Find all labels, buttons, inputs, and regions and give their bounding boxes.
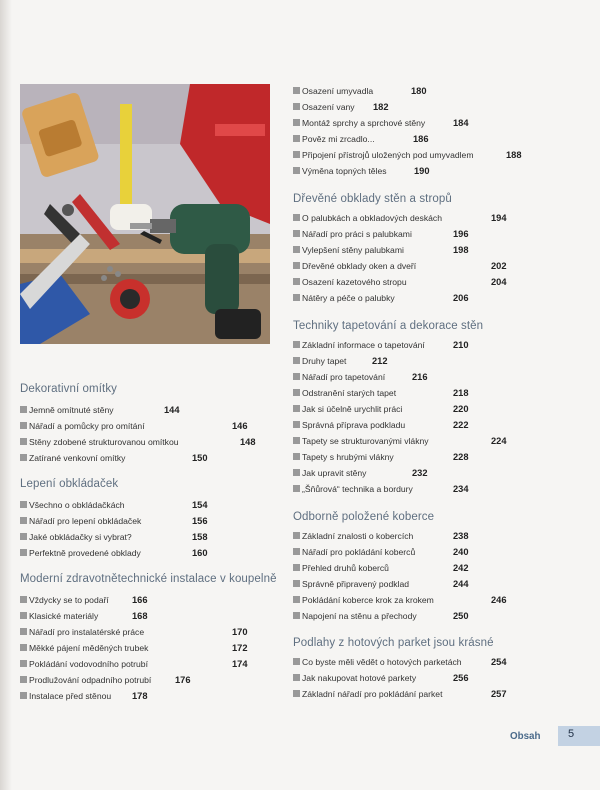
toc-entry-page: 212 xyxy=(372,356,388,366)
bullet-square-icon xyxy=(293,103,300,110)
bullet-square-icon xyxy=(293,580,300,587)
toc-entry-title: Nátěry a péče o palubky xyxy=(302,293,395,303)
bullet-square-icon xyxy=(20,676,27,683)
bullet-square-icon xyxy=(293,357,300,364)
toc-entry[interactable] xyxy=(20,674,320,687)
bullet-square-icon xyxy=(20,438,27,445)
bullet-square-icon xyxy=(293,135,300,142)
bullet-square-icon xyxy=(20,454,27,461)
toc-entry-title: Nářadí pro lepení obkládaček xyxy=(29,516,142,526)
toc-entry[interactable] xyxy=(20,420,320,433)
page-spine-shadow xyxy=(0,0,12,790)
toc-entry-page: 220 xyxy=(453,404,469,414)
bullet-square-icon xyxy=(293,262,300,269)
toc-entry[interactable] xyxy=(20,690,320,703)
toc-entry-title: Osazení kazetového stropu xyxy=(302,277,407,287)
toc-entry-page: 246 xyxy=(491,595,507,605)
toc-entry-title: Nářadí pro instalatérské práce xyxy=(29,627,145,637)
bullet-square-icon xyxy=(293,612,300,619)
section-title: Moderní zdravotnětechnické instalace v koupelně xyxy=(20,573,277,585)
toc-entry-title: Nářadí pro pokládání koberců xyxy=(302,547,416,557)
toc-entry-title: Základní informace o tapetování xyxy=(302,340,425,350)
bullet-square-icon xyxy=(293,87,300,94)
bullet-square-icon xyxy=(20,692,27,699)
bullet-square-icon xyxy=(293,119,300,126)
bullet-square-icon xyxy=(20,533,27,540)
toc-entry[interactable] xyxy=(293,594,593,607)
bullet-square-icon xyxy=(293,389,300,396)
toc-entry[interactable] xyxy=(293,260,593,273)
toc-entry-title: „Šňůrová“ technika a bordury xyxy=(302,484,413,494)
toc-entry-title: Osazení vany xyxy=(302,102,355,112)
bullet-square-icon xyxy=(293,548,300,555)
toc-entry-title: Základní nářadí pro pokládání parket xyxy=(302,689,443,699)
toc-entry-title: Vždycky se to podaří xyxy=(29,595,109,605)
toc-entry-title: Vylepšení stěny palubkami xyxy=(302,245,404,255)
bullet-square-icon xyxy=(20,660,27,667)
toc-entry-page: 194 xyxy=(491,213,507,223)
bullet-square-icon xyxy=(293,532,300,539)
toc-entry-title: Klasické materiály xyxy=(29,611,99,621)
toc-entry[interactable] xyxy=(20,404,320,417)
bullet-square-icon xyxy=(293,421,300,428)
toc-entry-title: Pokládání koberce krok za krokem xyxy=(302,595,434,605)
toc-entry[interactable] xyxy=(293,419,593,432)
toc-entry[interactable] xyxy=(293,562,593,575)
toc-entry-title: Nářadí pro tapetování xyxy=(302,372,386,382)
toc-entry-page: 257 xyxy=(491,689,507,699)
bullet-square-icon xyxy=(293,674,300,681)
toc-entry[interactable] xyxy=(293,688,593,701)
toc-entry-title: Napojení na stěnu a přechody xyxy=(302,611,417,621)
toc-entry-title: Perfektně provedené obklady xyxy=(29,548,141,558)
toc-entry-page: 170 xyxy=(232,627,248,637)
toc-entry-title: Nářadí a pomůcky pro omítání xyxy=(29,421,145,431)
toc-entry-page: 254 xyxy=(491,657,507,667)
toc-entry-page: 222 xyxy=(453,420,469,430)
bullet-square-icon xyxy=(293,564,300,571)
toc-entry[interactable] xyxy=(293,117,593,130)
toc-entry[interactable] xyxy=(293,133,593,146)
bullet-square-icon xyxy=(20,517,27,524)
toc-entry-page: 180 xyxy=(411,86,427,96)
toc-entry[interactable] xyxy=(293,451,593,464)
bullet-square-icon xyxy=(293,658,300,665)
bullet-square-icon xyxy=(20,406,27,413)
bullet-square-icon xyxy=(293,341,300,348)
toc-entry-page: 218 xyxy=(453,388,469,398)
toc-entry-page: 168 xyxy=(132,611,148,621)
toc-entry[interactable] xyxy=(20,594,320,607)
toc-entry[interactable] xyxy=(293,85,593,98)
toc-entry-title: Zatírané venkovní omítky xyxy=(29,453,126,463)
toc-entry[interactable] xyxy=(293,610,593,623)
toc-entry-title: Osazení umyvadla xyxy=(302,86,374,96)
toc-entry-title: Připojení přístrojů uložených pod umyvadlem xyxy=(302,150,474,160)
section-title: Dekorativní omítky xyxy=(20,383,118,395)
toc-entry-page: 210 xyxy=(453,340,469,350)
bullet-square-icon xyxy=(293,246,300,253)
toc-entry[interactable] xyxy=(20,610,320,623)
toc-entry[interactable] xyxy=(293,292,593,305)
toc-entry-page: 146 xyxy=(232,421,248,431)
toc-entry-title: Tapety se strukturovanými vlákny xyxy=(302,436,429,446)
toc-entry-page: 144 xyxy=(164,405,180,415)
toc-entry[interactable] xyxy=(293,355,593,368)
bullet-square-icon xyxy=(293,405,300,412)
footer-page-box xyxy=(558,726,600,746)
toc-entry[interactable] xyxy=(293,339,593,352)
bullet-square-icon xyxy=(20,644,27,651)
toc-entry-page: 150 xyxy=(192,453,208,463)
toc-entry-title: Jak nakupovat hotové parkety xyxy=(302,673,417,683)
toc-entry-title: Jak upravit stěny xyxy=(302,468,367,478)
toc-entry[interactable] xyxy=(293,530,593,543)
toc-entry-title: Prodlužování odpadního potrubí xyxy=(29,675,152,685)
toc-entry[interactable] xyxy=(293,403,593,416)
toc-entry[interactable] xyxy=(293,467,593,480)
bullet-square-icon xyxy=(293,453,300,460)
toc-entry-title: Nářadí pro práci s palubkami xyxy=(302,229,412,239)
toc-entry-page: 250 xyxy=(453,611,469,621)
toc-entry-title: Co byste měli vědět o hotových parketách xyxy=(302,657,462,667)
toc-entry[interactable] xyxy=(20,658,320,671)
section-title: Odborně položené koberce xyxy=(293,511,435,523)
toc-entry[interactable] xyxy=(20,499,320,512)
toc-entry-page: 178 xyxy=(132,691,148,701)
toc-entry-page: 148 xyxy=(240,437,256,447)
toc-entry[interactable] xyxy=(20,515,320,528)
toc-entry-page: 256 xyxy=(453,673,469,683)
section-title: Lepení obkládaček xyxy=(20,478,119,490)
toc-entry-page: 242 xyxy=(453,563,469,573)
bullet-square-icon xyxy=(293,437,300,444)
toc-entry-page: 244 xyxy=(453,579,469,589)
toc-entry[interactable] xyxy=(20,547,320,560)
toc-entry-page: 190 xyxy=(414,166,430,176)
toc-entry-page: 186 xyxy=(413,134,429,144)
toc-entry-page: 224 xyxy=(491,436,507,446)
tools-photo xyxy=(20,84,270,344)
toc-entry-title: Pověz mi zrcadlo... xyxy=(302,134,375,144)
toc-entry[interactable] xyxy=(293,672,593,685)
toc-entry[interactable] xyxy=(20,436,320,449)
toc-entry-title: Měkké pájení měděných trubek xyxy=(29,643,149,653)
bullet-square-icon xyxy=(20,549,27,556)
toc-entry-page: 182 xyxy=(373,102,389,112)
footer-label: Obsah xyxy=(510,731,541,742)
toc-entry-title: Správně připravený podklad xyxy=(302,579,410,589)
toc-entry[interactable] xyxy=(293,483,593,496)
bullet-square-icon xyxy=(293,230,300,237)
footer-page-number: 5 xyxy=(568,728,575,740)
toc-entry-page: 176 xyxy=(175,675,191,685)
toc-entry[interactable] xyxy=(20,626,320,639)
toc-entry[interactable] xyxy=(20,531,320,544)
toc-entry[interactable] xyxy=(20,452,320,465)
toc-entry-page: 216 xyxy=(412,372,428,382)
bullet-square-icon xyxy=(293,690,300,697)
toc-entry-page: 234 xyxy=(453,484,469,494)
toc-entry-page: 156 xyxy=(192,516,208,526)
bullet-square-icon xyxy=(20,422,27,429)
toc-entry-title: Pokládání vodovodního potrubí xyxy=(29,659,148,669)
bullet-square-icon xyxy=(20,596,27,603)
toc-entry-title: Odstranění starých tapet xyxy=(302,388,397,398)
bullet-square-icon xyxy=(293,151,300,158)
toc-entry-title: Výměna topných těles xyxy=(302,166,387,176)
toc-entry[interactable] xyxy=(20,642,320,655)
toc-entry-title: Dřevěné obklady oken a dveří xyxy=(302,261,417,271)
toc-entry-title: Základní znalosti o kobercích xyxy=(302,531,414,541)
bullet-square-icon xyxy=(293,294,300,301)
toc-entry-title: Tapety s hrubými vlákny xyxy=(302,452,394,462)
toc-entry-page: 240 xyxy=(453,547,469,557)
toc-entry-title: Všechno o obkládačkách xyxy=(29,500,125,510)
toc-entry-page: 198 xyxy=(453,245,469,255)
toc-entry-page: 174 xyxy=(232,659,248,669)
bullet-square-icon xyxy=(293,214,300,221)
toc-entry[interactable] xyxy=(293,212,593,225)
toc-entry[interactable] xyxy=(293,149,593,162)
bullet-square-icon xyxy=(293,469,300,476)
toc-entry-page: 238 xyxy=(453,531,469,541)
toc-entry-title: Správná příprava podkladu xyxy=(302,420,406,430)
toc-entry[interactable] xyxy=(293,165,593,178)
toc-entry[interactable] xyxy=(293,387,593,400)
toc-entry-page: 232 xyxy=(412,468,428,478)
bullet-square-icon xyxy=(293,596,300,603)
toc-entry[interactable] xyxy=(293,578,593,591)
toc-entry-title: Montáž sprchy a sprchové stěny xyxy=(302,118,426,128)
toc-entry-page: 166 xyxy=(132,595,148,605)
toc-entry-page: 172 xyxy=(232,643,248,653)
toc-entry-title: Jaké obkládačky si vybrat? xyxy=(29,532,132,542)
section-title: Techniky tapetování a dekorace stěn xyxy=(293,320,484,332)
toc-entry-page: 228 xyxy=(453,452,469,462)
toc-entry-title: Stěny zdobené strukturovanou omítkou xyxy=(29,437,179,447)
bullet-square-icon xyxy=(293,373,300,380)
bullet-square-icon xyxy=(20,501,27,508)
section-title: Podlahy z hotových parket jsou krásné xyxy=(293,637,494,649)
toc-entry-title: Instalace před stěnou xyxy=(29,691,112,701)
toc-entry-page: 202 xyxy=(491,261,507,271)
bullet-square-icon xyxy=(293,485,300,492)
toc-entry[interactable] xyxy=(293,435,593,448)
toc-entry-page: 184 xyxy=(453,118,469,128)
toc-entry[interactable] xyxy=(293,656,593,669)
toc-entry[interactable] xyxy=(293,244,593,257)
bullet-square-icon xyxy=(293,278,300,285)
toc-entry-page: 160 xyxy=(192,548,208,558)
tools-photo-illustration xyxy=(20,84,270,344)
toc-entry[interactable] xyxy=(293,101,593,114)
bullet-square-icon xyxy=(20,612,27,619)
toc-entry-page: 154 xyxy=(192,500,208,510)
toc-entry[interactable] xyxy=(293,228,593,241)
toc-entry-title: Druhy tapet xyxy=(302,356,347,366)
bullet-square-icon xyxy=(293,167,300,174)
toc-entry-page: 158 xyxy=(192,532,208,542)
toc-entry-title: Jak si účelně urychlit práci xyxy=(302,404,403,414)
toc-entry[interactable] xyxy=(293,276,593,289)
toc-entry-page: 204 xyxy=(491,277,507,287)
toc-entry[interactable] xyxy=(293,371,593,384)
toc-entry-page: 188 xyxy=(506,150,522,160)
section-title: Dřevěné obklady stěn a stropů xyxy=(293,193,452,205)
toc-entry-title: Jemně omítnuté stěny xyxy=(29,405,114,415)
toc-entry-page: 196 xyxy=(453,229,469,239)
toc-entry-title: Přehled druhů koberců xyxy=(302,563,389,573)
bullet-square-icon xyxy=(20,628,27,635)
toc-entry-title: O palubkách a obkladových deskách xyxy=(302,213,442,223)
toc-entry[interactable] xyxy=(293,546,593,559)
toc-entry-page: 206 xyxy=(453,293,469,303)
